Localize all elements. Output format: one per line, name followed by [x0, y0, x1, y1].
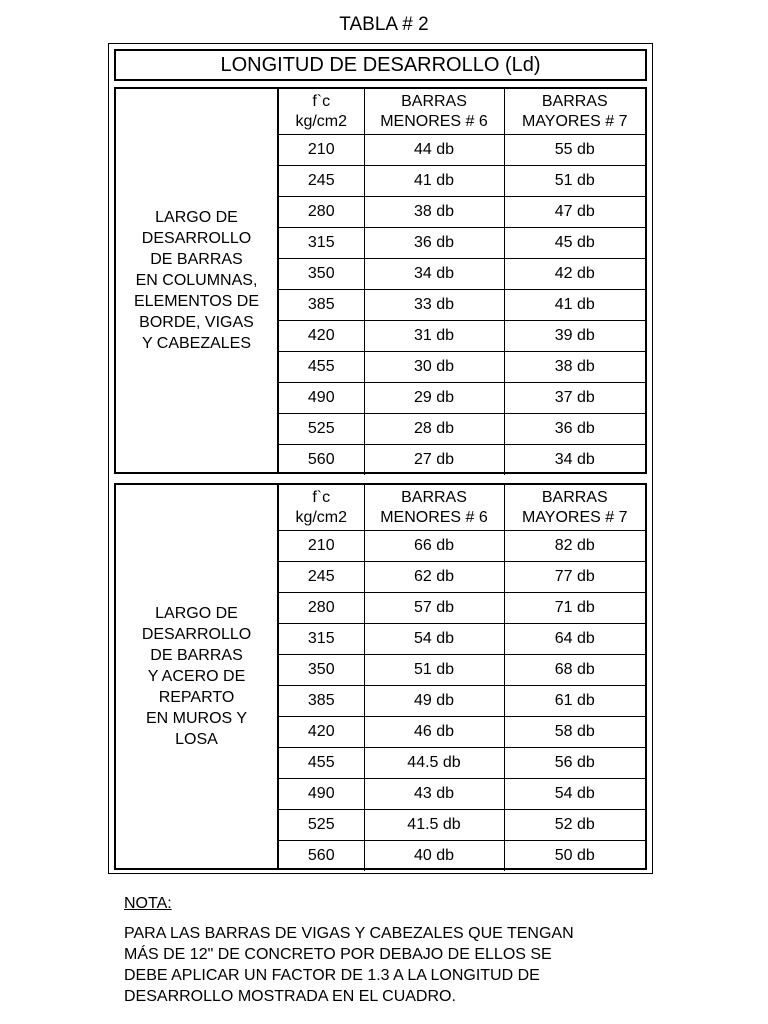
- note-title: NOTA:: [124, 895, 172, 912]
- cell-menores: 38 db: [364, 197, 504, 228]
- header-row: [279, 89, 645, 135]
- cell-fc: 210: [279, 135, 364, 166]
- cell-mayores: 34 db: [504, 445, 645, 476]
- cell-fc: 350: [279, 655, 364, 686]
- cell-fc: 490: [279, 383, 364, 414]
- table-row: [279, 748, 645, 779]
- table-row: [279, 228, 645, 259]
- cell-menores: 36 db: [364, 228, 504, 259]
- cell-fc: 245: [279, 166, 364, 197]
- cell-fc: 280: [279, 593, 364, 624]
- table-row: [279, 135, 645, 166]
- section-walls: [114, 483, 647, 870]
- cell-menores: 33 db: [364, 290, 504, 321]
- cell-menores: 29 db: [364, 383, 504, 414]
- table-row: [279, 445, 645, 476]
- cell-mayores: 50 db: [504, 841, 645, 872]
- header-menores: BARRAS MENORES # 6: [364, 89, 504, 135]
- cell-fc: 280: [279, 197, 364, 228]
- cell-mayores: 41 db: [504, 290, 645, 321]
- cell-mayores: 64 db: [504, 624, 645, 655]
- header-mayores: BARRAS MAYORES # 7: [504, 485, 645, 531]
- section-columns: [114, 87, 647, 474]
- cell-menores: 62 db: [364, 562, 504, 593]
- table-row: [279, 352, 645, 383]
- section-label: LARGO DE DESARROLLO DE BARRAS Y ACERO DE REPARTO EN MUROS Y LOSA: [141, 605, 252, 748]
- cell-mayores: 45 db: [504, 228, 645, 259]
- table-row: [279, 197, 645, 228]
- cell-mayores: 55 db: [504, 135, 645, 166]
- cell-mayores: 68 db: [504, 655, 645, 686]
- header-fc: f`c kg/cm2: [279, 89, 364, 135]
- cell-fc: 560: [279, 445, 364, 476]
- header-row: [279, 485, 645, 531]
- cell-fc: 560: [279, 841, 364, 872]
- cell-menores: 31 db: [364, 321, 504, 352]
- cell-menores: 41 db: [364, 166, 504, 197]
- section-label-cell: [116, 89, 279, 472]
- cell-mayores: 58 db: [504, 717, 645, 748]
- table-row: [279, 166, 645, 197]
- cell-fc: 525: [279, 414, 364, 445]
- cell-mayores: 37 db: [504, 383, 645, 414]
- header-fc: f`c kg/cm2: [279, 485, 364, 531]
- cell-menores: 27 db: [364, 445, 504, 476]
- note: [124, 893, 664, 1007]
- cell-menores: 57 db: [364, 593, 504, 624]
- note-line: DEBE APLICAR UN FACTOR DE 1.3 A LA LONGITUD DE: [124, 967, 540, 984]
- cell-menores: 30 db: [364, 352, 504, 383]
- table-row: [279, 779, 645, 810]
- cell-fc: 420: [279, 321, 364, 352]
- cell-menores: 51 db: [364, 655, 504, 686]
- cell-fc: 350: [279, 259, 364, 290]
- table-row: [279, 624, 645, 655]
- table-row: [279, 593, 645, 624]
- cell-menores: 44.5 db: [364, 748, 504, 779]
- cell-mayores: 36 db: [504, 414, 645, 445]
- cell-mayores: 77 db: [504, 562, 645, 593]
- table-row: [279, 562, 645, 593]
- cell-fc: 210: [279, 531, 364, 562]
- cell-mayores: 54 db: [504, 779, 645, 810]
- header-mayores: BARRAS MAYORES # 7: [504, 89, 645, 135]
- cell-mayores: 42 db: [504, 259, 645, 290]
- cell-fc: 385: [279, 290, 364, 321]
- cell-menores: 46 db: [364, 717, 504, 748]
- note-line: MÁS DE 12" DE CONCRETO POR DEBAJO DE ELLOS SE: [124, 946, 552, 963]
- cell-fc: 455: [279, 352, 364, 383]
- cell-mayores: 38 db: [504, 352, 645, 383]
- cell-fc: 315: [279, 228, 364, 259]
- section-label-cell: [116, 485, 279, 868]
- cell-menores: 66 db: [364, 531, 504, 562]
- cell-menores: 34 db: [364, 259, 504, 290]
- note-line: PARA LAS BARRAS DE VIGAS Y CABEZALES QUE TENGAN: [124, 925, 574, 942]
- cell-fc: 525: [279, 810, 364, 841]
- cell-menores: 54 db: [364, 624, 504, 655]
- cell-fc: 455: [279, 748, 364, 779]
- cell-fc: 490: [279, 779, 364, 810]
- table-row: [279, 321, 645, 352]
- cell-mayores: 39 db: [504, 321, 645, 352]
- development-length-table: [279, 485, 645, 871]
- cell-mayores: 71 db: [504, 593, 645, 624]
- table-row: [279, 290, 645, 321]
- development-length-table: [279, 89, 645, 475]
- cell-fc: 420: [279, 717, 364, 748]
- cell-menores: 44 db: [364, 135, 504, 166]
- cell-menores: 43 db: [364, 779, 504, 810]
- table-row: [279, 259, 645, 290]
- cell-fc: 385: [279, 686, 364, 717]
- table-row: [279, 810, 645, 841]
- cell-mayores: 51 db: [504, 166, 645, 197]
- table-frame: [108, 43, 653, 874]
- table-row: [279, 686, 645, 717]
- cell-fc: 315: [279, 624, 364, 655]
- cell-mayores: 61 db: [504, 686, 645, 717]
- cell-mayores: 56 db: [504, 748, 645, 779]
- cell-menores: 41.5 db: [364, 810, 504, 841]
- table-row: [279, 717, 645, 748]
- cell-menores: 40 db: [364, 841, 504, 872]
- table-header: LONGITUD DE DESARROLLO (Ld): [114, 49, 647, 81]
- cell-mayores: 47 db: [504, 197, 645, 228]
- cell-mayores: 52 db: [504, 810, 645, 841]
- table-row: [279, 383, 645, 414]
- table-row: [279, 655, 645, 686]
- section-label: LARGO DE DESARROLLO DE BARRAS EN COLUMNAS, ELEMENTOS DE BORDE, VIGAS Y CABEZALES: [133, 209, 260, 352]
- cell-fc: 245: [279, 562, 364, 593]
- table-row: [279, 414, 645, 445]
- header-menores: BARRAS MENORES # 6: [364, 485, 504, 531]
- table-row: [279, 531, 645, 562]
- note-line: DESARROLLO MOSTRADA EN EL CUADRO.: [124, 988, 456, 1005]
- cell-menores: 49 db: [364, 686, 504, 717]
- page-title: TABLA # 2: [339, 14, 429, 35]
- cell-menores: 28 db: [364, 414, 504, 445]
- table-row: [279, 841, 645, 872]
- cell-mayores: 82 db: [504, 531, 645, 562]
